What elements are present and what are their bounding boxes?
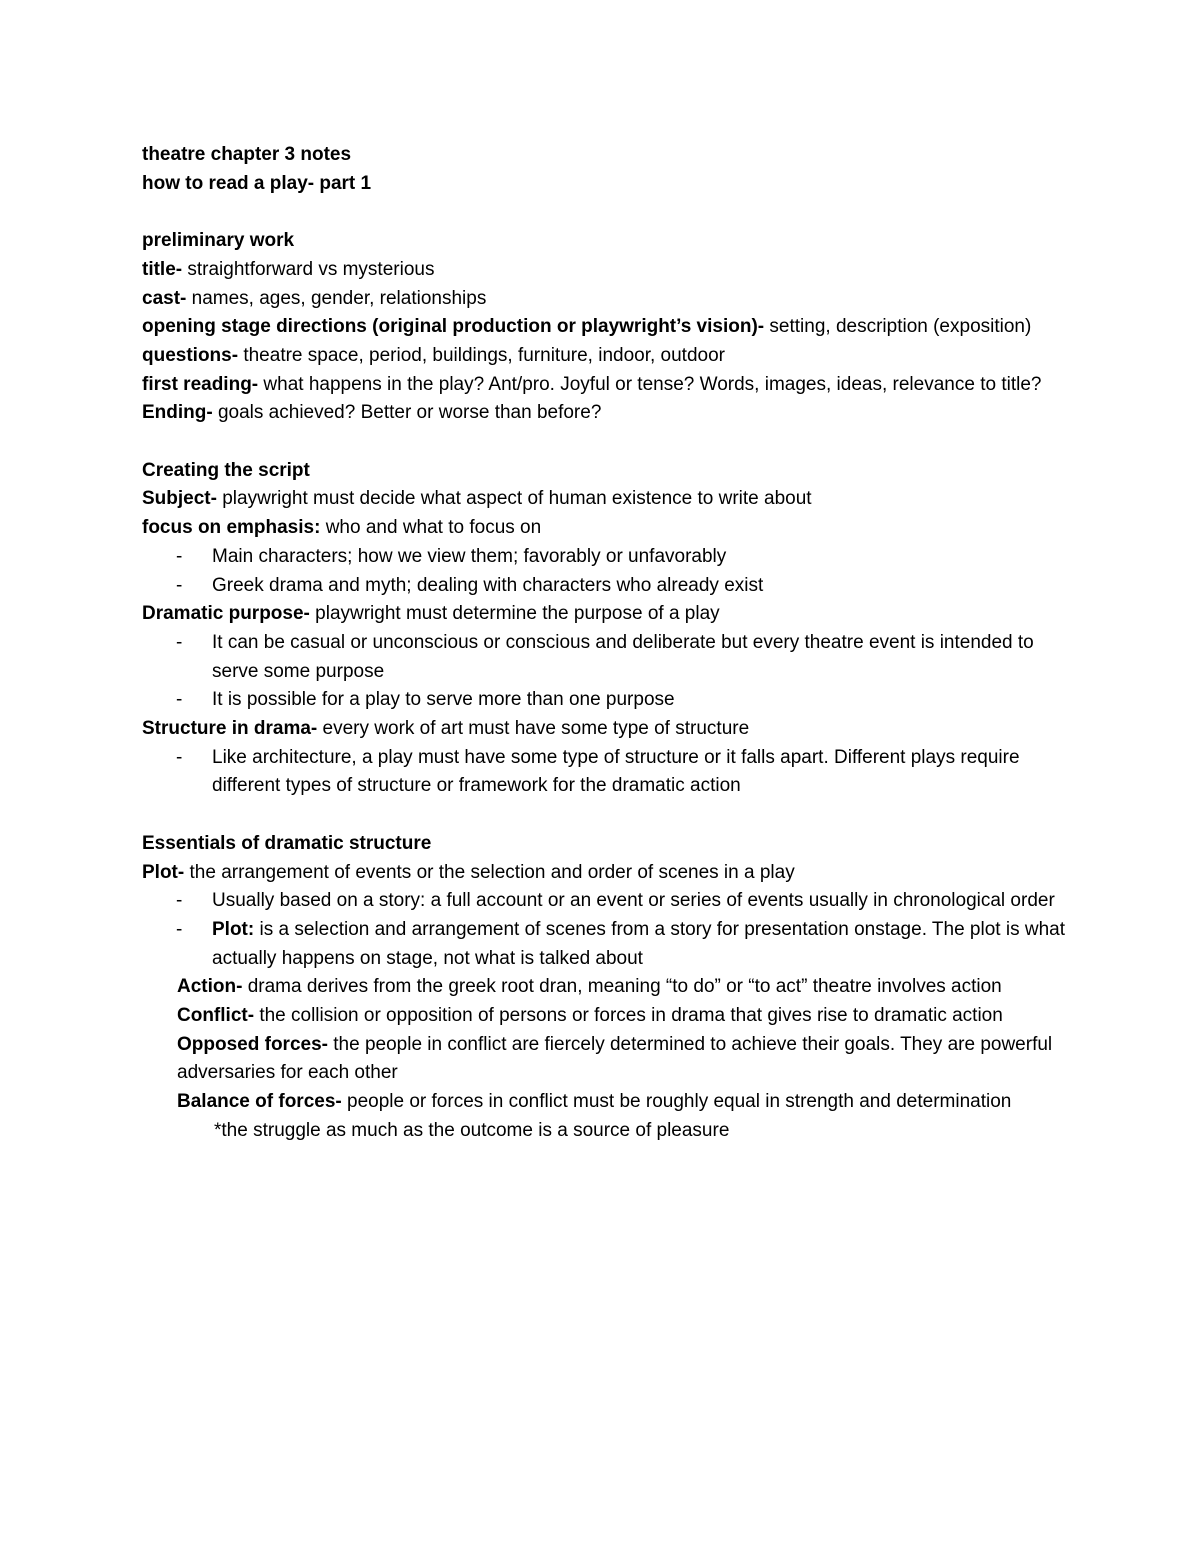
definition: goals achieved? Better or worse than before? [212, 402, 602, 424]
definition: every work of art must have some type of structure [317, 718, 750, 740]
note-opposed-forces [142, 1031, 1072, 1088]
dash-bullet: - [176, 689, 183, 711]
bullet-text: Greek drama and myth; dealing with characters who already exist [212, 574, 764, 596]
dash-bullet: - [176, 890, 183, 912]
note-action [142, 973, 1072, 1002]
bullet-text: is a selection and arrangement of scenes from a story for presentation onstage. The plot is what actually happens on stage, not what is talked about [212, 918, 1065, 969]
term: Ending- [142, 402, 213, 424]
note-questions [142, 342, 1072, 371]
spacer [142, 198, 1072, 227]
dash-bullet: - [176, 631, 183, 653]
doc-subtitle: how to read a play- part 1 [142, 172, 372, 194]
note-conflict [142, 1002, 1072, 1031]
bullet-text: Usually based on a story: a full account or an event or series of events usually in chronological order [212, 890, 1055, 912]
definition: setting, description (exposition) [764, 316, 1032, 338]
bullet-item [142, 629, 1072, 686]
note-structure [142, 715, 1072, 744]
bullet-item [142, 887, 1072, 916]
note-dramatic-purpose [142, 600, 1072, 629]
bullet-text: It is possible for a play to serve more than one purpose [212, 689, 675, 711]
bullet-text: It can be casual or unconscious or conscious and deliberate but every theatre event is intended to serve some purpose [212, 631, 1034, 682]
note-opening-stage-directions [142, 313, 1072, 342]
bullet-item [142, 572, 1072, 601]
spacer [142, 428, 1072, 457]
term: title- [142, 258, 183, 280]
term: Structure in drama- [142, 718, 318, 740]
definition: the arrangement of events or the selection and order of scenes in a play [184, 861, 795, 883]
term: first reading- [142, 373, 259, 395]
definition: the people in conflict are fiercely determined to achieve their goals. They are powerful adversaries for each other [177, 1033, 1053, 1084]
term: focus on emphasis: [142, 517, 321, 539]
definition: names, ages, gender, relationships [186, 287, 487, 309]
section-heading-preliminary: preliminary work [142, 230, 295, 252]
section-heading-essentials: Essentials of dramatic structure [142, 832, 432, 854]
term: questions- [142, 344, 239, 366]
spacer [142, 801, 1072, 830]
bullet-item [142, 744, 1072, 801]
definition: drama derives from the greek root dran, meaning “to do” or “to act” theatre involves action [242, 976, 1002, 998]
term: Opposed forces- [177, 1033, 328, 1055]
term: Balance of forces- [177, 1091, 342, 1113]
term: Dramatic purpose- [142, 603, 310, 625]
definition: the collision or opposition of persons or forces in drama that gives rise to dramatic action [254, 1005, 1003, 1027]
bullet-text: Like architecture, a play must have some type of structure or it falls apart. Different plays require different types of structure or framework for the dramatic action [212, 746, 1020, 797]
doc-title: theatre chapter 3 notes [142, 144, 352, 165]
bullet-text: Main characters; how we view them; favorably or unfavorably [212, 545, 727, 567]
term: Conflict- [177, 1005, 255, 1027]
note-ending [142, 399, 1072, 428]
note-first-reading [142, 371, 1072, 400]
bullet-item [142, 686, 1072, 715]
notes-body [142, 141, 1072, 1146]
definition: playwright must determine the purpose of a play [309, 603, 720, 625]
term: Subject- [142, 488, 217, 510]
term: cast- [142, 287, 187, 309]
term: Plot: [212, 918, 255, 940]
dash-bullet: - [176, 918, 183, 940]
definition: who and what to focus on [320, 517, 542, 539]
dash-bullet: - [176, 746, 183, 768]
note-title [142, 256, 1072, 285]
note-plot [142, 859, 1072, 888]
definition: people or forces in conflict must be roughly equal in strength and determination [341, 1091, 1012, 1113]
definition: playwright must decide what aspect of human existence to write about [216, 488, 812, 510]
note-subject [142, 485, 1072, 514]
definition: straightforward vs mysterious [182, 258, 435, 280]
dash-bullet: - [176, 574, 183, 596]
note-struggle: *the struggle as much as the outcome is a source of pleasure [214, 1119, 730, 1141]
note-cast [142, 285, 1072, 314]
term: Action- [177, 976, 243, 998]
section-heading-creating-script: Creating the script [142, 459, 310, 481]
dash-bullet: - [176, 545, 183, 567]
definition: theatre space, period, buildings, furniture, indoor, outdoor [238, 344, 725, 366]
term: Plot- [142, 861, 185, 883]
bullet-item [142, 543, 1072, 572]
term: opening stage directions (original production or playwright’s vision)- [142, 316, 765, 338]
note-focus [142, 514, 1072, 543]
bullet-item [142, 916, 1072, 973]
definition: what happens in the play? Ant/pro. Joyful or tense? Words, images, ideas, relevance to title? [258, 373, 1042, 395]
note-balance-of-forces [142, 1088, 1072, 1117]
